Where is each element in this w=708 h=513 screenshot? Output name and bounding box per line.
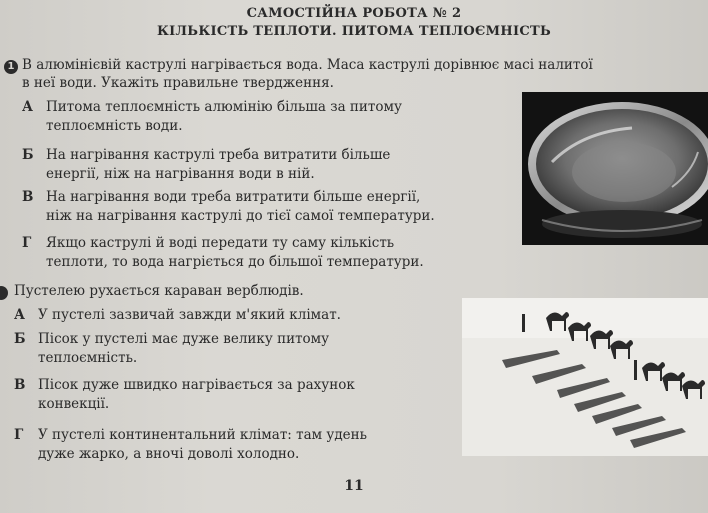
option-letter: Б (22, 147, 34, 163)
option-letter: А (14, 307, 25, 323)
question-2-text: Пустелею рухається караван верблюдів. (14, 283, 304, 299)
question-1-text (22, 56, 593, 92)
option-text-line: У пустелі континентальний клімат: там удень (38, 427, 368, 443)
question-1-line-2: в неї води. Укажіть правильне твердження. (22, 75, 334, 91)
option-letter: Г (22, 235, 32, 251)
question-1-line-1: В алюмінієвій каструлі нагрівається вода. Маса каструлі дорівнює масі налитої (22, 57, 593, 73)
option-text-line: Якщо каструлі й воді передати ту саму кількість (46, 235, 395, 251)
option-text-line: ніж на нагрівання каструлі до тієї самої температури. (46, 208, 435, 224)
aluminium-pot-photo (522, 92, 708, 245)
option-letter: В (22, 189, 34, 205)
option-text-line: дуже жарко, а вночі доволі холодно. (38, 446, 300, 462)
option-text-line: Пісок дуже швидко нагрівається за рахунок (38, 377, 355, 393)
page-number: 11 (344, 478, 364, 494)
option-text-line: У пустелі зазвичай завжди м'який клімат. (38, 307, 341, 323)
camel-caravan-photo (462, 298, 708, 456)
option-text-line: На нагрівання каструлі треба витратити більше (46, 147, 391, 163)
option-text-line: На нагрівання води треба витратити більше енергії, (46, 189, 421, 205)
option-letter: А (22, 99, 33, 115)
option-letter: Б (14, 331, 26, 347)
page-subtitle: КІЛЬКІСТЬ ТЕПЛОТИ. ПИТОМА ТЕПЛОЄМНІСТЬ (157, 24, 551, 39)
option-letter: В (14, 377, 26, 393)
option-text-line: теплоємність води. (46, 118, 183, 134)
option-text-line: конвекції. (38, 396, 110, 412)
option-text-line: Питома теплоємність алюмінію більша за питому (46, 99, 402, 115)
option-text-line: Пісок у пустелі має дуже велику питому (38, 331, 330, 347)
option-text-line: теплоти, то вода нагріється до більшої температури. (46, 254, 424, 270)
option-letter: Г (14, 427, 24, 443)
question-2-marker (0, 286, 8, 300)
question-1-number: 1 (4, 60, 18, 74)
option-text-line: теплоємність. (38, 350, 138, 366)
option-text-line: енергії, ніж на нагрівання води в ній. (46, 166, 315, 182)
page-title: САМОСТІЙНА РОБОТА № 2 (246, 6, 462, 21)
